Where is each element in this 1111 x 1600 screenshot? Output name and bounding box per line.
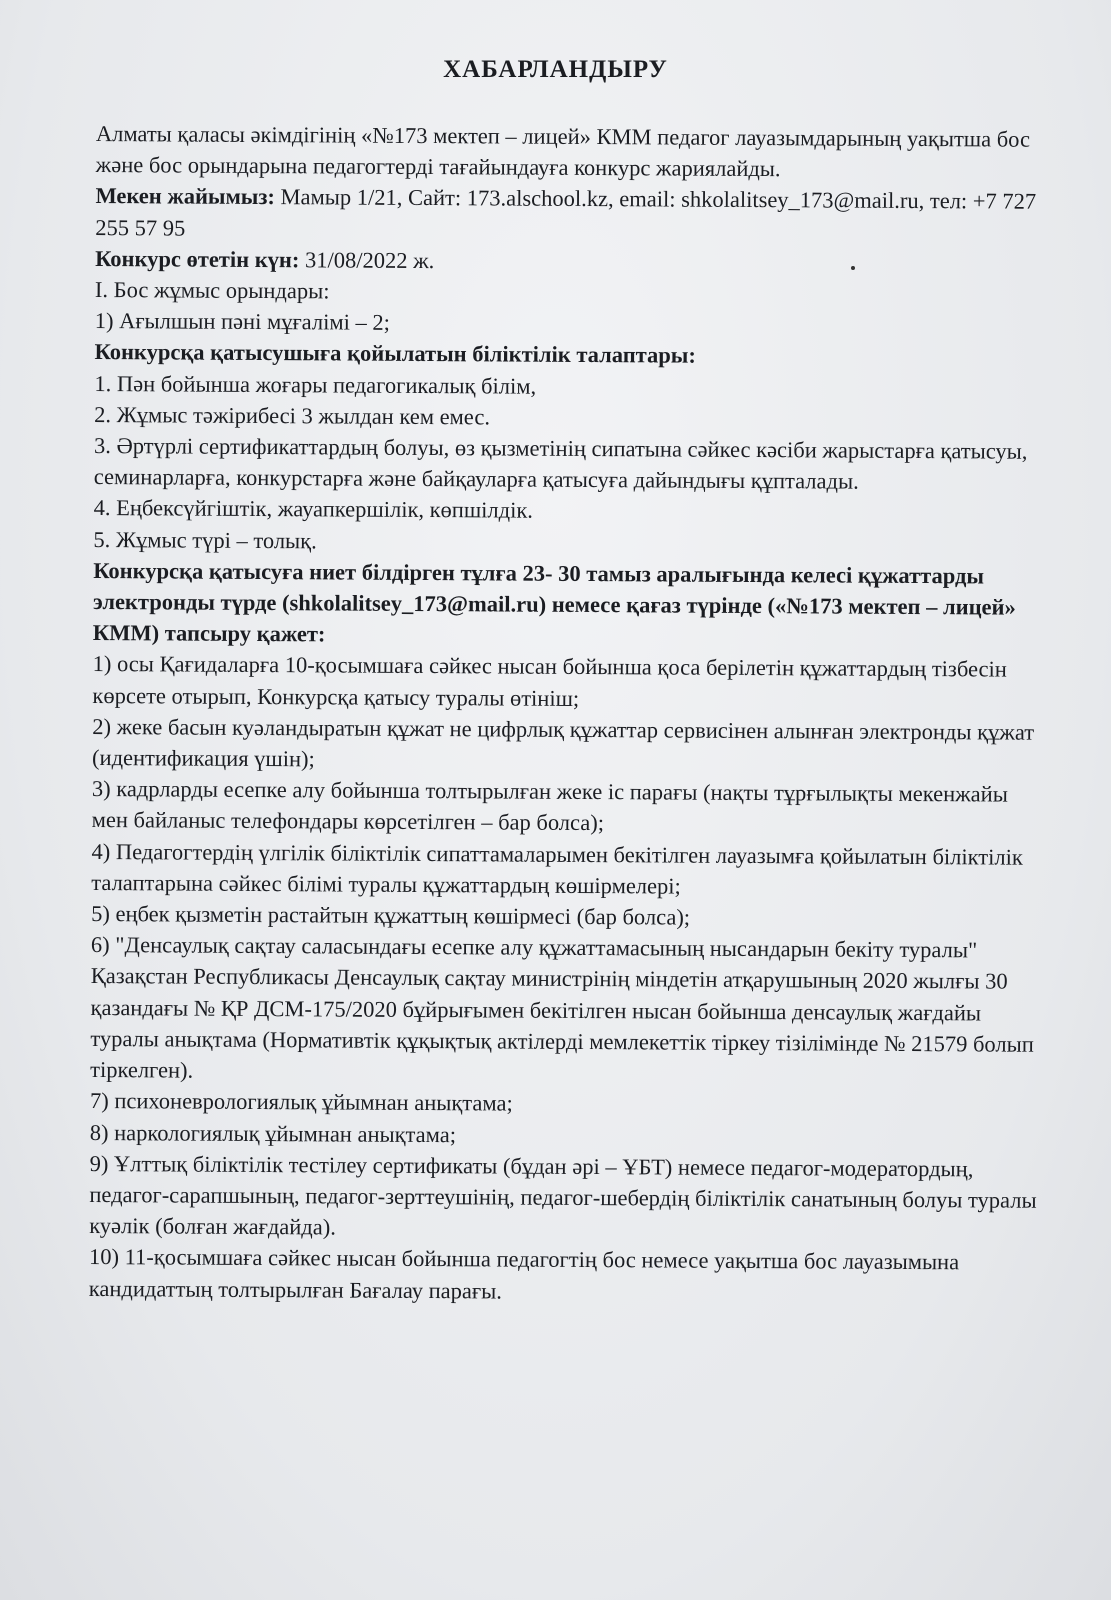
document-item: 3) кадрларды есепке алу бойынша толтырылған жеке іс парағы (нақты тұрғылықты мекенжайы мен байланыс телефондары көрсетілген – бар болса); [91,776,1008,836]
date-value: 31/08/2022 ж. [299,247,435,273]
requirement-item: 2. Жұмыс тәжірибесі 3 жылдан кем емес. [94,401,491,430]
document-item: 9) Ұлттық біліктілік тестілеу сертификаты (бұдан әрі – ҰБТ) немесе педагог-модератордың, педагог-сарапшының, педагог-зерттеушінің, педагог-шебердің біліктілік санатының болуы туралы куәлік (болған жағдайда). [89,1150,1037,1240]
document-title: ХАБАРЛАНДЫРУ [443,56,668,83]
document-item: 1) осы Қағидаларға 10-қосымшаға сәйкес нысан бойынша қоса берілетін құжаттардың тізбесін көрсете отырып, Конкурсқа қатысу туралы өтініш; [92,651,1007,711]
requirement-item: 3. Әртүрлі сертификаттардың болуы, өз қызметінің сипатына сәйкес кәсіби жарыстарға қатысуы, семинарларға, конкурстарға және байқауларға қатысуға дайындығы құпталады. [93,433,1028,494]
vacancies-heading: I. Бос жұмыс орындары: [94,277,330,304]
vacancy-item: 1) Ағылшын пәні мұғалімі – 2; [94,308,390,336]
date-label: Конкурс өтетін күн: [95,245,300,273]
intro-paragraph: Алматы қаласы әкімдігінің «№173 мектеп – лицей» КММ педагог лауазымдарының уақытша бос және бос орындарына педагогтерді тағайындауға конкурс жариялайды. [95,120,1031,182]
requirement-item: 5. Жұмыс түрі – толық. [93,526,317,553]
requirement-item: 1. Пән бойынша жоғары педагогикалық білім, [94,370,537,399]
address-label: Мекен жайымыз: [95,183,276,210]
document-item: 5) еңбек қызметін растайтын құжаттың көшірмесі (бар болса); [91,901,691,930]
address-value: Мамыр 1/21, Сайт: 173.alschool.kz, email: shkolalitsey_173@mail.ru, тел: +7 727 255 57 95 [95,184,1037,241]
document-item: 2) жеке басын куәландыратын құжат не цифрлық құжаттар сервисінен алынған электронды құжат (идентификация үшін); [92,713,1035,772]
document-item: 6) "Денсаулық сақтау саласындағы есепке алу құжаттамасының нысандарын бекіту туралы" Қазақстан Республикасы Денсаулық сақтау министрінің міндетін атқарушының 2020 жылғы 30 қазандағы № ҚР ДСМ-175/2020 бұйрығымен бекітілген нысан бойынша денсаулық жағдайы туралы анықтама (Нормативтік құқықтық актілерді мемлекеттік тіркеу тізілімінде № 21579 болып тіркелген). [90,932,1034,1083]
document-body [89,118,1046,1309]
address-line [95,180,1045,248]
documents-heading: Конкурсқа қатысуға ниет білдірген тұлға 23- 30 тамыз аралығында келесі құжаттарды электронды түрде (shkolalitsey_173@mail.ru) немесе қағаз түрінде («№173 мектеп – лицей» КММ) тапсыру қажет: [92,557,1016,647]
document-item: 4) Педагогтердің үлгілік біліктілік сипаттамаларымен бекітілген лауазымға қойылатын біліктілік талаптарына сәйкес білімі туралы құжаттардың көшірмелері; [91,838,1023,899]
document-item: 7) психоневрологиялық ұйымнан анықтама; [89,1088,513,1116]
requirement-item: 4. Еңбексүйгіштік, жауапкершілік, көпшілдік. [93,495,534,524]
document-item: 8) наркологиялық ұйымнан анықтама; [89,1119,457,1147]
document-item: 10) 11-қосымшаға сәйкес нысан бойынша педагогтің бос немесе уақытша бос лауазымына кандидаттың толтырылған Бағалау парағы. [88,1244,960,1304]
requirements-heading: Конкурсқа қатысушыға қойылатын біліктілік талаптары: [94,339,696,369]
